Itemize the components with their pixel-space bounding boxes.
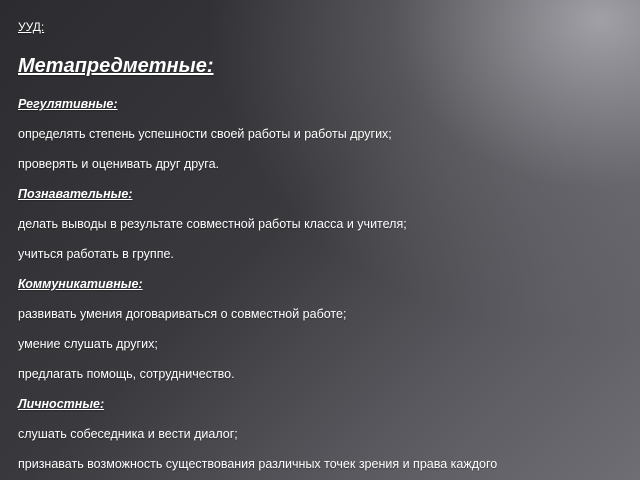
list-item: развивать умения договариваться о совместной работе; (18, 307, 347, 321)
list-item: слушать собеседника и вести диалог; (18, 427, 238, 441)
section-heading-personal: Личностные: (18, 397, 105, 411)
list-item: учиться работать в группе. (18, 247, 174, 261)
list-item: проверять и оценивать друг друга. (18, 157, 220, 171)
section-heading-regulatory: Регулятивные: (18, 97, 118, 111)
list-item: делать выводы в результате совместной работы класса и учителя; (18, 217, 407, 231)
section-heading-communicative: Коммуникативные: (18, 277, 143, 291)
list-item: умение слушать других; (18, 337, 158, 351)
list-item: предлагать помощь, сотрудничество. (18, 367, 235, 381)
page-title: Метапредметные: (18, 55, 214, 77)
section-heading-cognitive: Познавательные: (18, 187, 133, 201)
list-item: определять степень успешности своей работы и работы других; (18, 127, 392, 141)
slide-content (18, 0, 628, 480)
uud-label: УУД: (18, 20, 45, 34)
list-item: признавать возможность существования различных точек зрения и права каждого (18, 457, 498, 471)
